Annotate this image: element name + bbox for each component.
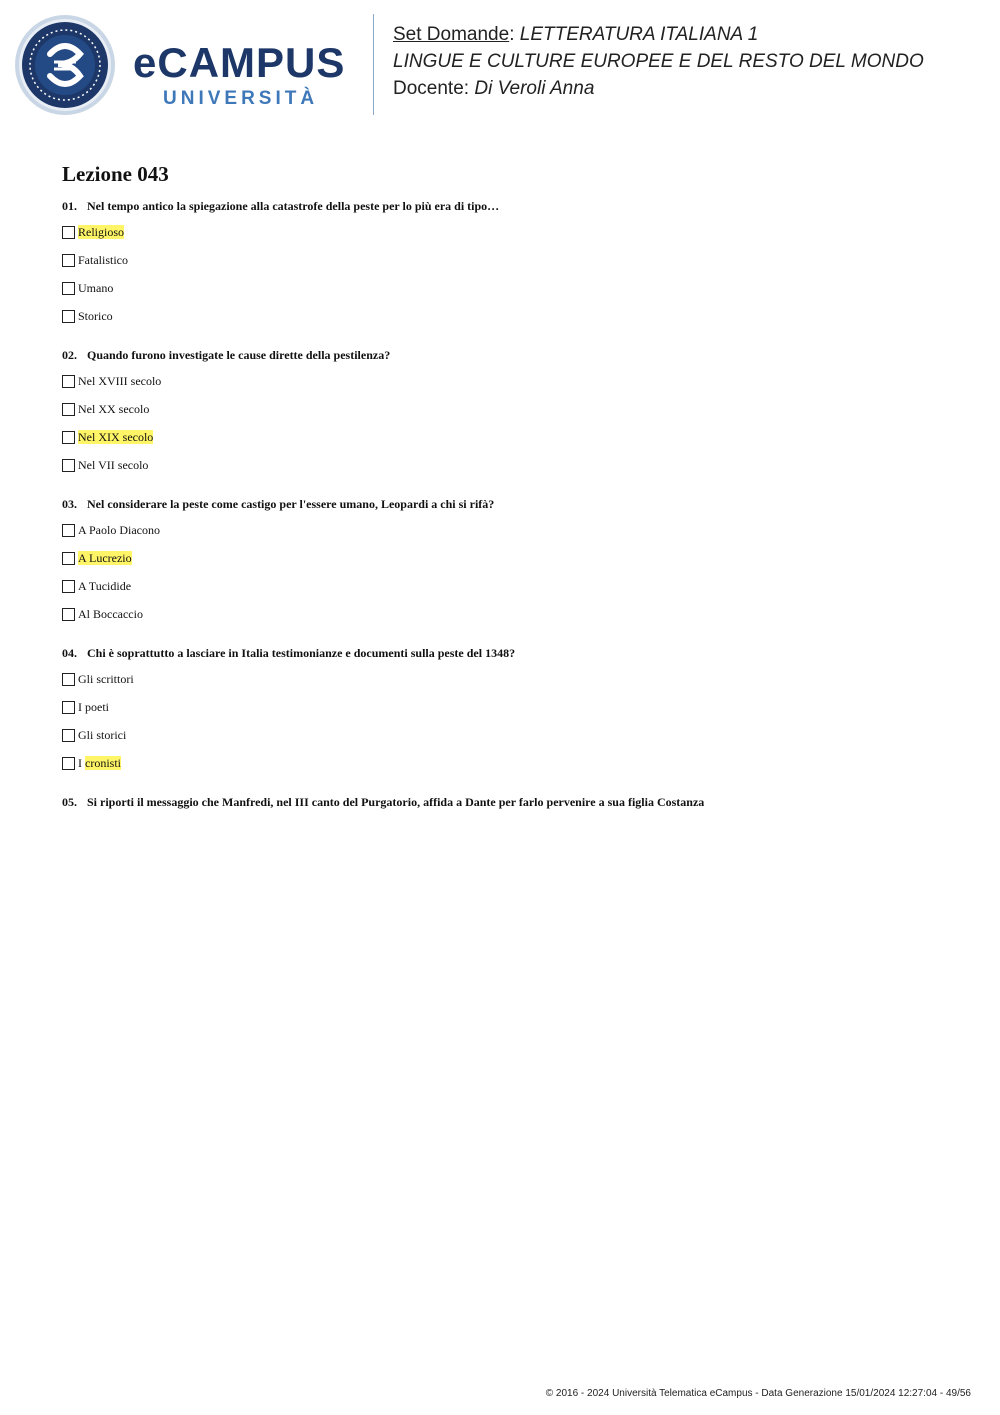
docente-line: Docente: Di Veroli Anna [393,78,595,99]
answer-checkbox[interactable] [62,431,75,444]
docente-name: Di Veroli Anna [474,78,595,99]
option-label [78,550,132,566]
answer-checkbox[interactable] [62,580,75,593]
page-footer: © 2016 - 2024 Università Telematica eCampus - Data Generazione 15/01/2024 12:27:04 - 49/56 [545,1388,971,1399]
question-01 [62,198,962,325]
question-number: 04. [62,646,77,660]
answer-checkbox[interactable] [62,673,75,686]
question-number: 03. [62,497,77,511]
answer-checkbox[interactable] [62,729,75,742]
answer-checkbox[interactable] [62,757,75,770]
option-label: A Tucidide [78,579,132,593]
answer-option[interactable] [62,279,962,297]
option-label: Gli storici [78,728,127,742]
question-03 [62,496,962,623]
answer-checkbox[interactable] [62,226,75,239]
set-label: Set Domande [393,24,510,45]
answer-checkbox[interactable] [62,254,75,267]
answer-checkbox[interactable] [62,403,75,416]
answer-checkbox[interactable] [62,552,75,565]
answer-checkbox[interactable] [62,282,75,295]
course-title: LETTERATURA ITALIANA 1 [519,24,759,45]
answer-option[interactable] [62,577,962,595]
option-label: Gli scrittori [78,672,134,686]
header-divider [373,14,374,115]
option-label: Nel XVIII secolo [78,374,162,388]
answer-option[interactable] [62,456,962,474]
answer-option[interactable] [62,251,962,269]
answer-option[interactable] [62,223,962,241]
answer-checkbox[interactable] [62,701,75,714]
answer-option[interactable] [62,372,962,390]
option-label: Nel XX secolo [78,402,150,416]
highlighted-answer: Nel XIX secolo [78,430,154,444]
highlighted-answer: Religioso [78,225,125,239]
question-text: Nel considerare la peste come castigo per l'essere umano, Leopardi a chi si rifà? [87,497,495,511]
option-label: I poeti [78,700,109,714]
question-set [62,160,962,819]
question-02 [62,347,962,474]
question-04 [62,645,962,772]
answer-checkbox[interactable] [62,459,75,472]
highlighted-answer: cronisti [85,756,121,770]
answer-option[interactable] [62,549,962,567]
program-name: LINGUE E CULTURE EUROPEE E DEL RESTO DEL MONDO [393,51,924,72]
option-label: I cronisti [78,756,121,770]
course-info [393,21,924,102]
answer-checkbox[interactable] [62,608,75,621]
university-seal-logo [14,14,116,116]
question-text: Quando furono investigate le cause dirette della pestilenza? [87,348,391,362]
option-label: Umano [78,281,114,295]
question-number: 01. [62,199,77,213]
answer-option[interactable] [62,670,962,688]
answer-option[interactable] [62,605,962,623]
question-text: Nel tempo antico la spiegazione alla catastrofe della peste per lo più era di tipo… [87,199,500,213]
answer-option[interactable] [62,307,962,325]
answer-checkbox[interactable] [62,375,75,388]
set-line: Set Domande: LETTERATURA ITALIANA 1 [393,24,759,45]
option-label [78,224,124,240]
universita-wordmark: UNIVERSITÀ [163,88,319,109]
question-number: 02. [62,348,77,362]
lesson-title: Lezione 043 [62,162,169,186]
question-05 [62,794,962,810]
option-label: Storico [78,309,113,323]
option-label: A Paolo Diacono [78,523,160,537]
question-text: Si riporti il messaggio che Manfredi, nel III canto del Purgatorio, affida a Dante per farlo pervenire a sua figlia Costanza [87,795,705,809]
option-label: Nel VII secolo [78,458,149,472]
question-number: 05. [62,795,77,809]
docente-label: Docente [393,78,464,99]
question-text: Chi è soprattutto a lasciare in Italia testimonianze e documenti sulla peste del 1348? [87,646,516,660]
option-label [78,429,153,445]
answer-option[interactable] [62,428,962,446]
answer-option[interactable] [62,698,962,716]
ecampus-wordmark: eCAMPUS [133,39,346,86]
answer-option[interactable] [62,521,962,539]
page-header [0,0,1000,130]
answer-option[interactable] [62,726,962,744]
answer-option[interactable] [62,754,962,772]
answer-option[interactable] [62,400,962,418]
highlighted-answer: A Lucrezio [78,551,132,565]
answer-checkbox[interactable] [62,310,75,323]
answer-checkbox[interactable] [62,524,75,537]
option-label: Al Boccaccio [78,607,143,621]
option-label: Fatalistico [78,253,128,267]
